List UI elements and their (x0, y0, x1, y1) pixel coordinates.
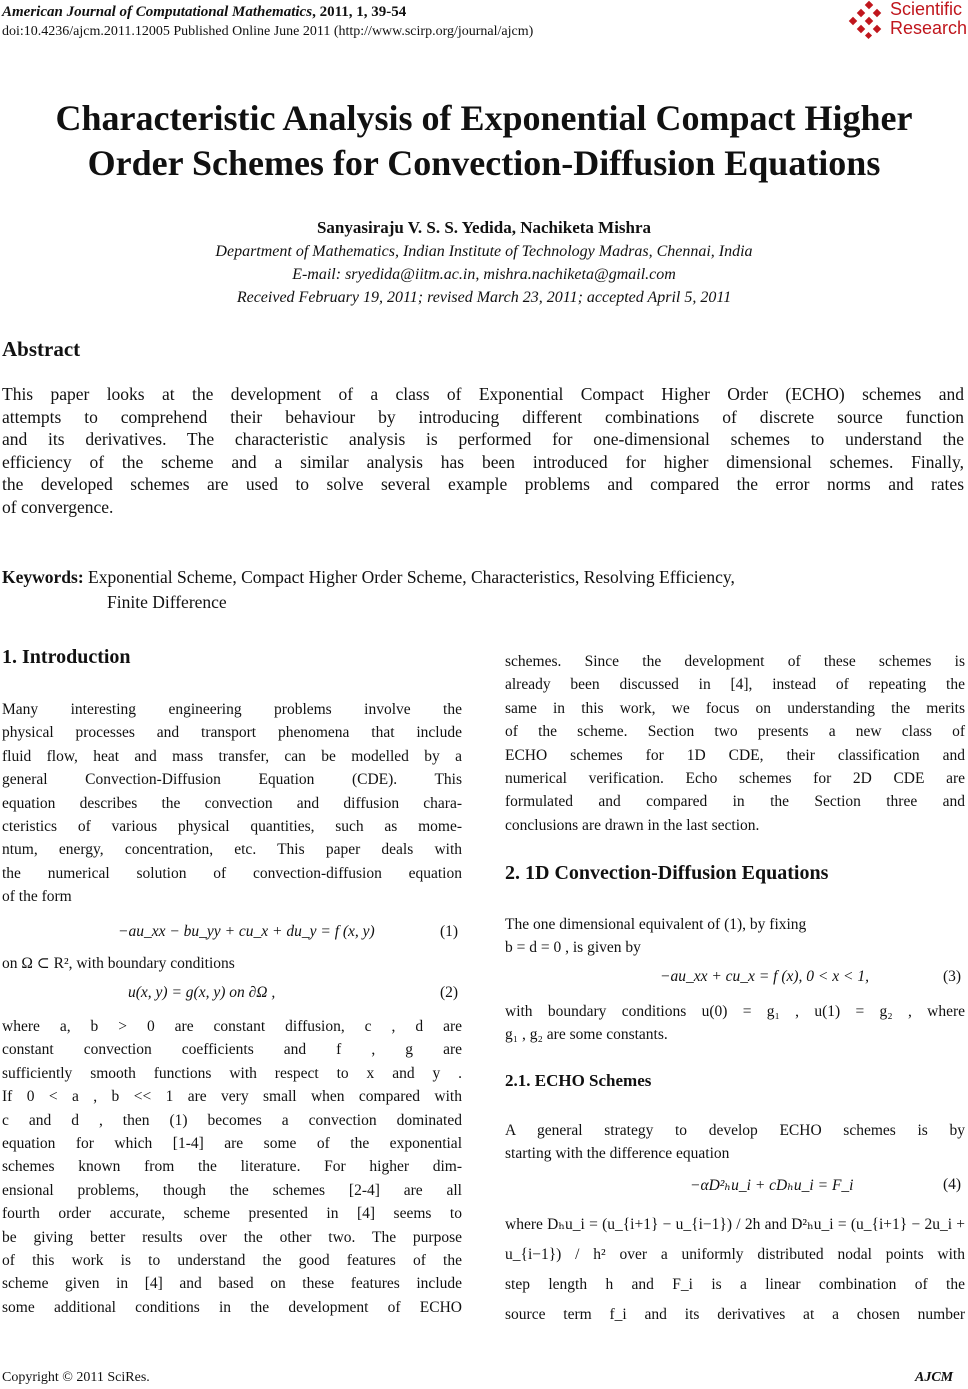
text-line: where Dₕu_i = (u_{i+1} − u_{i−1}) / 2h and D²ₕu_i = (u_{i+1} − 2u_i + (505, 1216, 965, 1233)
journal-abbrev-footer: AJCM (915, 1370, 954, 1385)
equation-number: (3) (943, 968, 962, 985)
text-line: of the form (2, 888, 72, 906)
text-line: equation describes the convection and diffusion chara- (2, 794, 462, 812)
text-line: schemes. Since the development of these schemes is (505, 653, 965, 670)
text-line: b = d = 0 , is given by (505, 939, 641, 957)
text-line: ECHO schemes for 1D CDE, their classification and (505, 746, 965, 764)
text-line: u_{i−1}) / h² over a uniformly distributed nodal points with (505, 1246, 965, 1263)
abstract-line: efficiency of the scheme and a similar analysis has been introduced for higher dimensional schemes. Finally, (2, 451, 964, 472)
received-dates: Received February 19, 2011; revised March 23, 2011; accepted April 5, 2011 (236, 289, 732, 306)
journal-name: American Journal of Computational Mathematics (2, 4, 313, 20)
text-line: formulated and compared in the Section three and (505, 793, 965, 811)
equation-2: u(x, y) = g(x, y) on ∂Ω , (128, 984, 276, 1001)
text-line: scheme given in [4] and based on these features include (2, 1275, 462, 1293)
journal-citation (2, 4, 406, 21)
section-heading: 1. Introduction (2, 646, 131, 668)
equation-number: (2) (440, 984, 459, 1001)
keywords (2, 565, 964, 615)
text-line: numerical verification. Echo schemes for 2D CDE are (505, 770, 965, 788)
journal-volume: , 2011, 1, 39-54 (312, 4, 407, 20)
text-line: physical processes and transport phenomena that include (2, 724, 462, 742)
section-heading: 2. 1D Convection-Diffusion Equations (505, 862, 829, 884)
abstract-line: attempts to comprehend their behaviour by introducing different combinations of discrete source function (2, 406, 964, 427)
text-line: g₁ , g₂ are some constants. (505, 1026, 668, 1044)
text-line: of the scheme. Section two presents a new class of (505, 723, 965, 741)
equation-number: (1) (440, 923, 459, 940)
text-line: where a, b > 0 are constant diffusion, c , d are (2, 1018, 462, 1035)
subsection-heading: 2.1. ECHO Schemes (505, 1071, 652, 1090)
text-line: on Ω ⊂ R², with boundary conditions (2, 955, 235, 972)
text-line: of this work is to understand the good features of the (2, 1252, 462, 1270)
left-column-para1 (2, 698, 462, 909)
copyright-footer: Copyright © 2011 SciRes. (2, 1370, 150, 1385)
abstract-line: and its derivatives. The characteristic analysis is performed for one-dimensional schemes to understand the (2, 429, 964, 449)
doi-line: doi:10.4236/ajcm.2011.12005 Published Online June 2011 (http://www.scirp.org/journal/ajcm) (2, 24, 534, 39)
right-column-para4 (505, 1119, 965, 1166)
text-line: already been discussed in [4], instead of repeating the (505, 676, 965, 694)
text-line: If 0 < a , b << 1 are very small when compared with (2, 1088, 462, 1106)
equation-number: (4) (943, 1176, 962, 1193)
abstract-body (2, 383, 964, 518)
text-line: source term f_i and its derivatives at a chosen number (505, 1306, 965, 1323)
text-line: step length h and F_i is a linear combination of the (505, 1276, 965, 1293)
keywords-line: Exponential Scheme, Compact Higher Order Scheme, Characteristics, Resolving Efficiency, (88, 567, 735, 587)
text-line: the numerical solution of convection-diffusion equation (2, 864, 462, 882)
text-line: ensional problems, though the schemes [2-4] are all (2, 1181, 462, 1199)
text-line: with boundary conditions u(0) = g₁ , u(1) = g₂ , where (505, 1003, 965, 1020)
publisher-logo-text: Scientific Research (890, 0, 968, 38)
affiliation: Department of Mathematics, Indian Institute of Technology Madras, Chennai, India (215, 243, 753, 260)
text-line: fluid flow, heat and mass transfer, can be modelled by a (2, 747, 462, 765)
abstract-heading: Abstract (2, 337, 81, 361)
right-column-para3 (505, 1000, 965, 1047)
equation-4: −αD²ₕu_i + cDₕu_i = F_i (690, 1177, 854, 1194)
text-line: ntum, energy, concentration, etc. This paper deals with (2, 841, 462, 859)
text-line: The one dimensional equivalent of (1), by fixing (505, 916, 807, 933)
text-line: fourth order accurate, scheme presented in [4] seems to (2, 1205, 462, 1223)
keywords-label: Keywords: (2, 567, 84, 587)
publisher-logo-icon (848, 0, 888, 40)
text-line: Many interesting engineering problems involve the (2, 701, 462, 718)
right-column-para1 (505, 650, 965, 837)
text-line: cteristics of various physical quantities, such as mome- (2, 818, 462, 836)
abstract-line: This paper looks at the development of a class of Exponential Compact Higher Order (ECHO) schemes and (2, 384, 964, 404)
text-line: some additional conditions in the development of ECHO (2, 1298, 462, 1316)
abstract-line: of convergence. (2, 496, 114, 517)
text-line: be giving better results over the other two. The purpose (2, 1228, 462, 1246)
text-line: equation for which [1-4] are some of the exponential (2, 1135, 462, 1153)
text-line: sufficiently smooth functions with respect to x and y . (2, 1064, 462, 1082)
abstract-line: the developed schemes are used to solve several example problems and compared the error norms and rates (2, 474, 964, 494)
text-line: schemes known from the literature. For higher dim- (2, 1158, 462, 1176)
keywords-line: Finite Difference (107, 592, 227, 612)
text-line: c and d , then (1) becomes a convection dominated (2, 1111, 462, 1129)
authors: Sanyasiraju V. S. S. Yedida, Nachiketa Mishra (316, 218, 652, 237)
text-line: starting with the difference equation (505, 1145, 730, 1163)
text-line: general Convection-Diffusion Equation (CDE). This (2, 771, 462, 789)
equation-1: −au_xx − bu_yy + cu_x + du_y = f (x, y) (118, 923, 375, 940)
left-column-para2 (2, 1015, 462, 1319)
paper-title: Characteristic Analysis of Exponential Compact Higher Order Schemes for Convection-Diffusion Equations (55, 98, 913, 183)
text-line: conclusions are drawn in the last section. (505, 816, 760, 834)
text-line: A general strategy to develop ECHO schemes is by (505, 1122, 965, 1139)
publisher-logo (848, 0, 966, 44)
text-line: same in this work, we focus on understanding the merits (505, 699, 965, 717)
right-column-para5 (505, 1210, 965, 1330)
text-line: constant convection coefficients and f , g are (2, 1041, 462, 1059)
email: E-mail: sryedida@iitm.ac.in, mishra.nachiketa@gmail.com (292, 266, 676, 283)
right-column-para2 (505, 913, 965, 960)
equation-3: −au_xx + cu_x = f (x), 0 < x < 1, (660, 968, 869, 985)
